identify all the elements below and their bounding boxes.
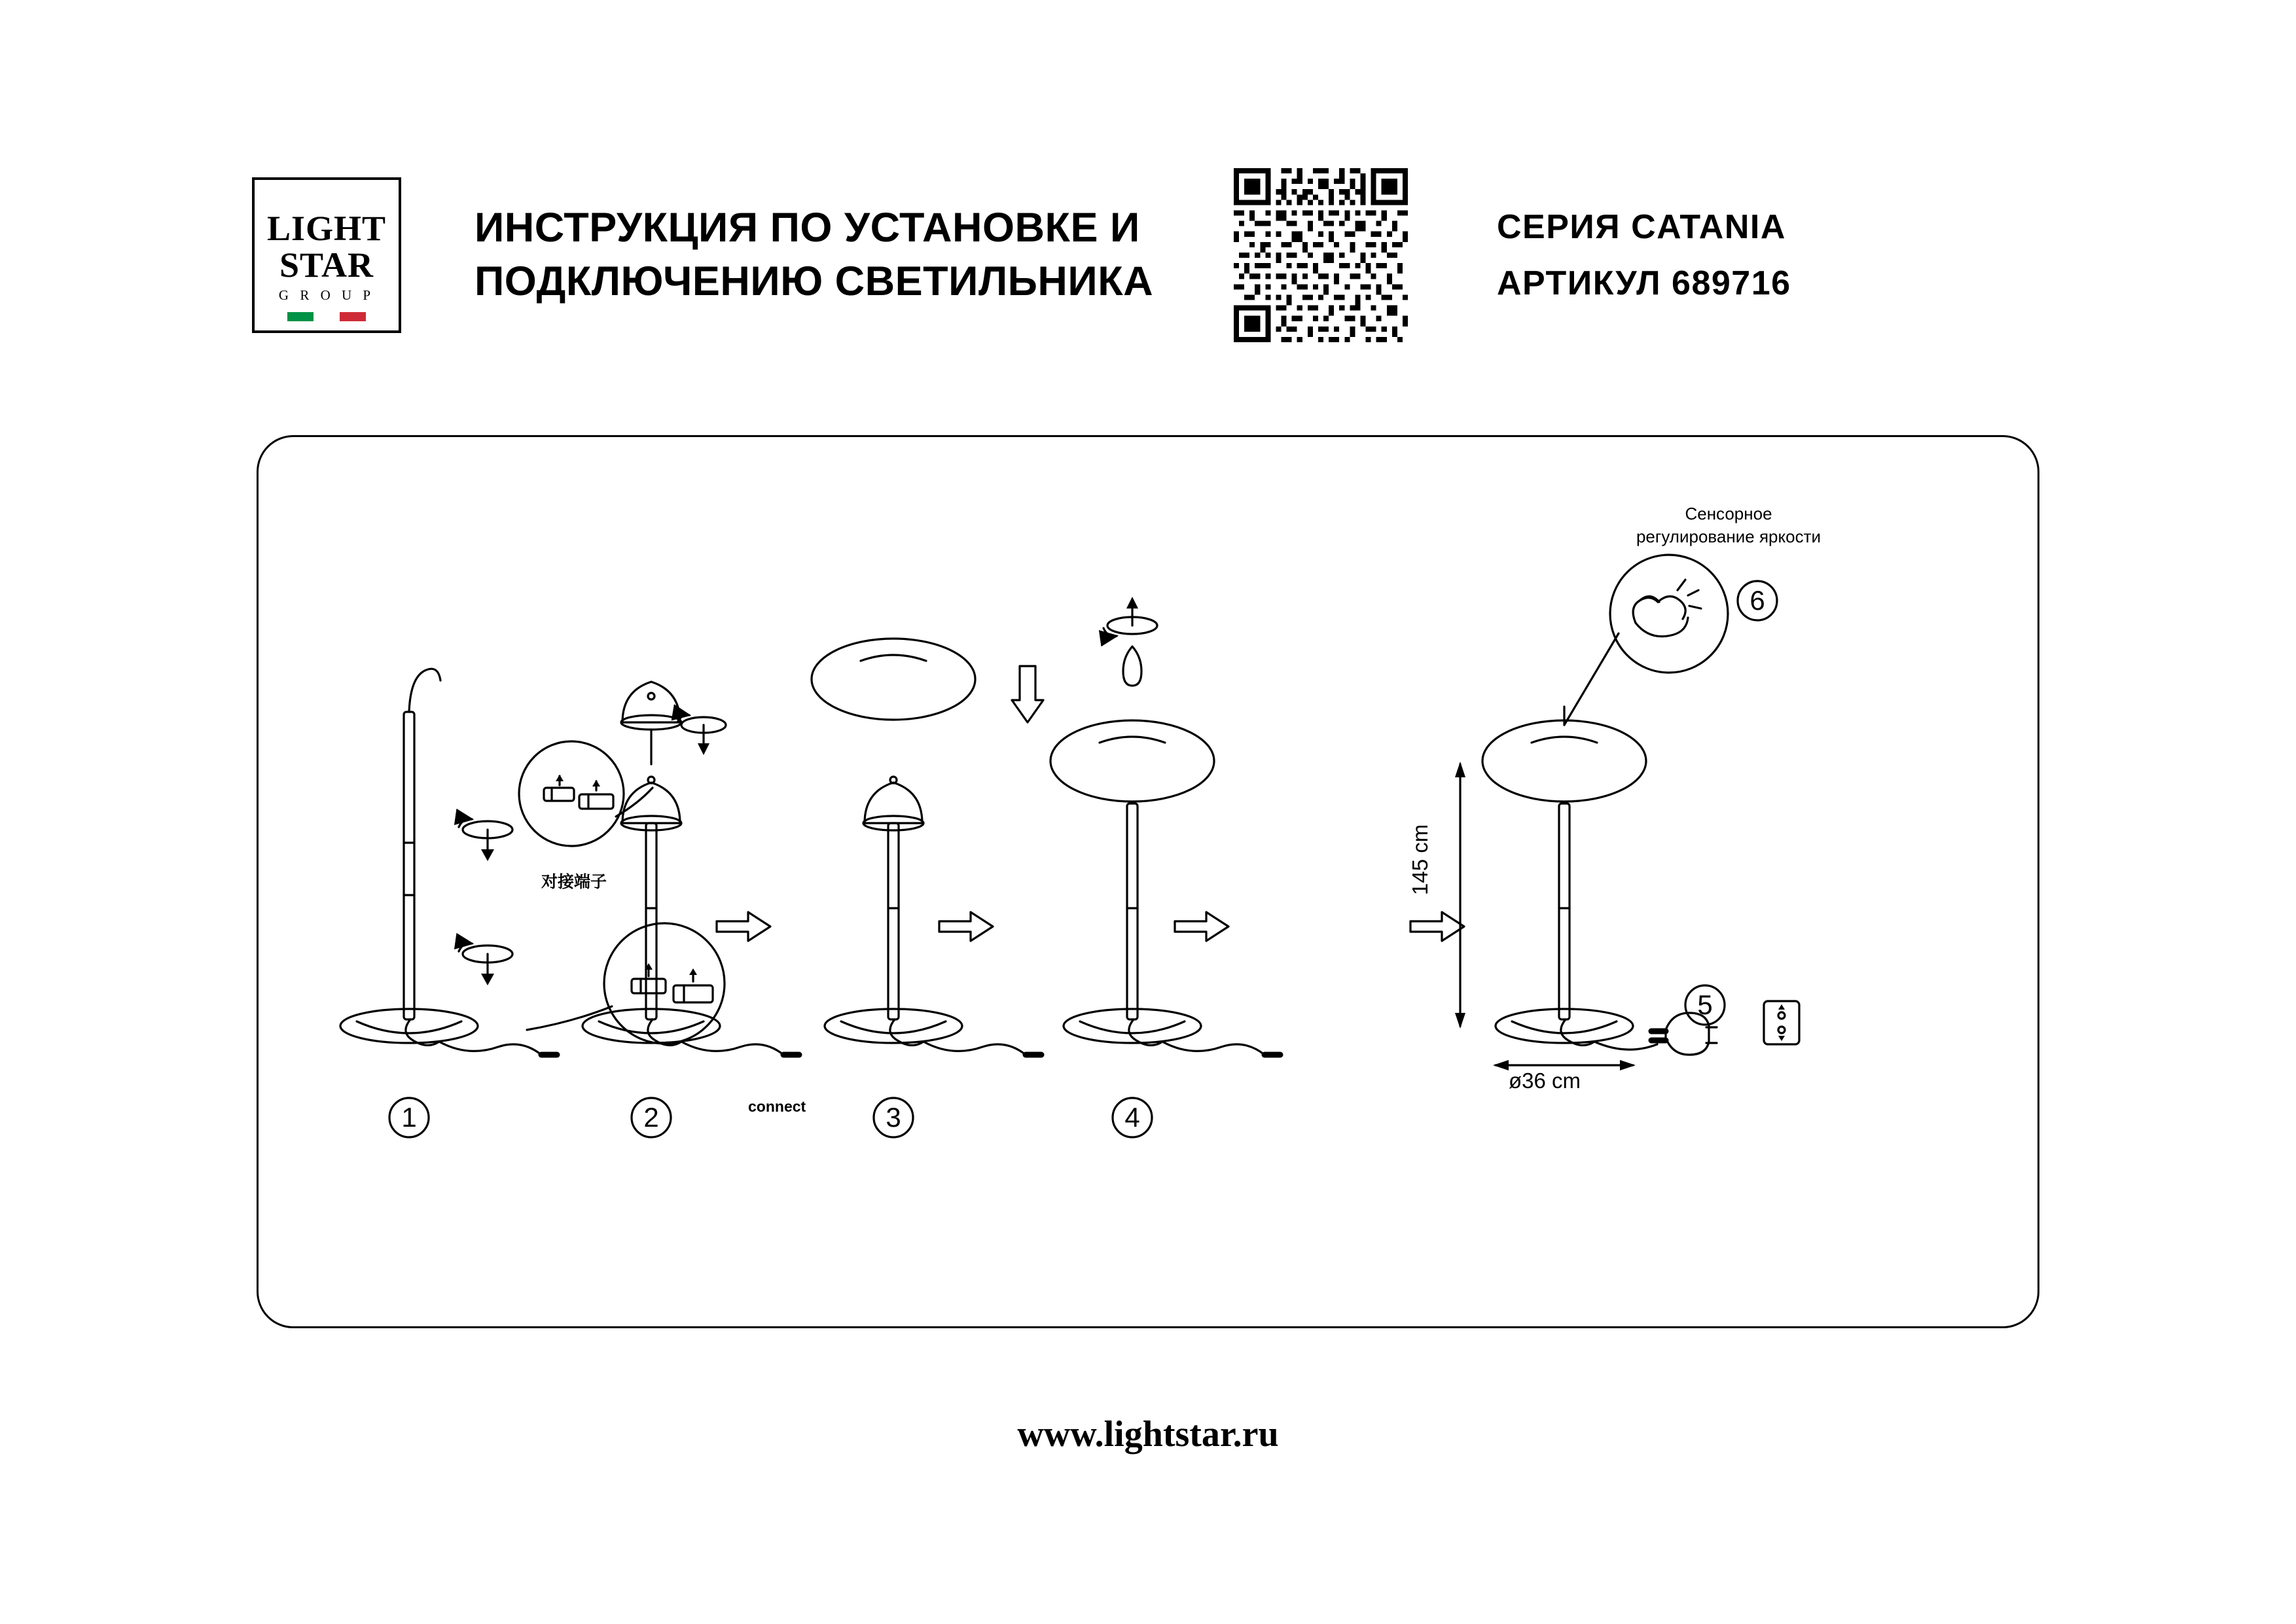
touch-dimming-label (1630, 503, 1827, 548)
italian-flag-icon (287, 312, 366, 321)
step-number-2: 2 (643, 1102, 659, 1133)
step-number-3: 3 (886, 1102, 901, 1133)
brand-logo (252, 177, 401, 333)
logo-text-group: G R O U P (278, 287, 375, 303)
header (252, 167, 2045, 344)
website-footer: www.lightstar.ru (1017, 1414, 1279, 1455)
page-title: ИНСТРУКЦИЯ ПО УСТАНОВКЕ И ПОДКЛЮЧЕНИЮ СВЕТИЛЬНИКА (475, 205, 1154, 304)
step-number-1: 1 (401, 1102, 417, 1133)
touch-dimming-line1: Сенсорное (1685, 504, 1772, 523)
height-dimension-label: 145 cm (1408, 824, 1432, 895)
assembly-diagram-panel (257, 435, 2039, 1328)
connect-label: connect (748, 1098, 806, 1115)
qr-code-icon (1234, 168, 1408, 342)
assembly-illustration (259, 437, 2041, 1330)
product-info (1497, 207, 1791, 303)
step-number-5: 5 (1697, 989, 1713, 1020)
touch-dimming-line2: регулирование яркости (1636, 527, 1821, 547)
diameter-dimension-label: ø36 cm (1509, 1068, 1581, 1093)
logo-text-star: STAR (279, 245, 374, 285)
step-number-6: 6 (1749, 585, 1765, 616)
step-number-4: 4 (1124, 1102, 1140, 1133)
article-label: АРТИКУЛ 689716 (1497, 264, 1791, 302)
terminal-note-label: 对接端子 (541, 872, 607, 891)
logo-text-light: LIGHT (266, 209, 387, 249)
series-label: СЕРИЯ CATANIA (1497, 208, 1786, 246)
